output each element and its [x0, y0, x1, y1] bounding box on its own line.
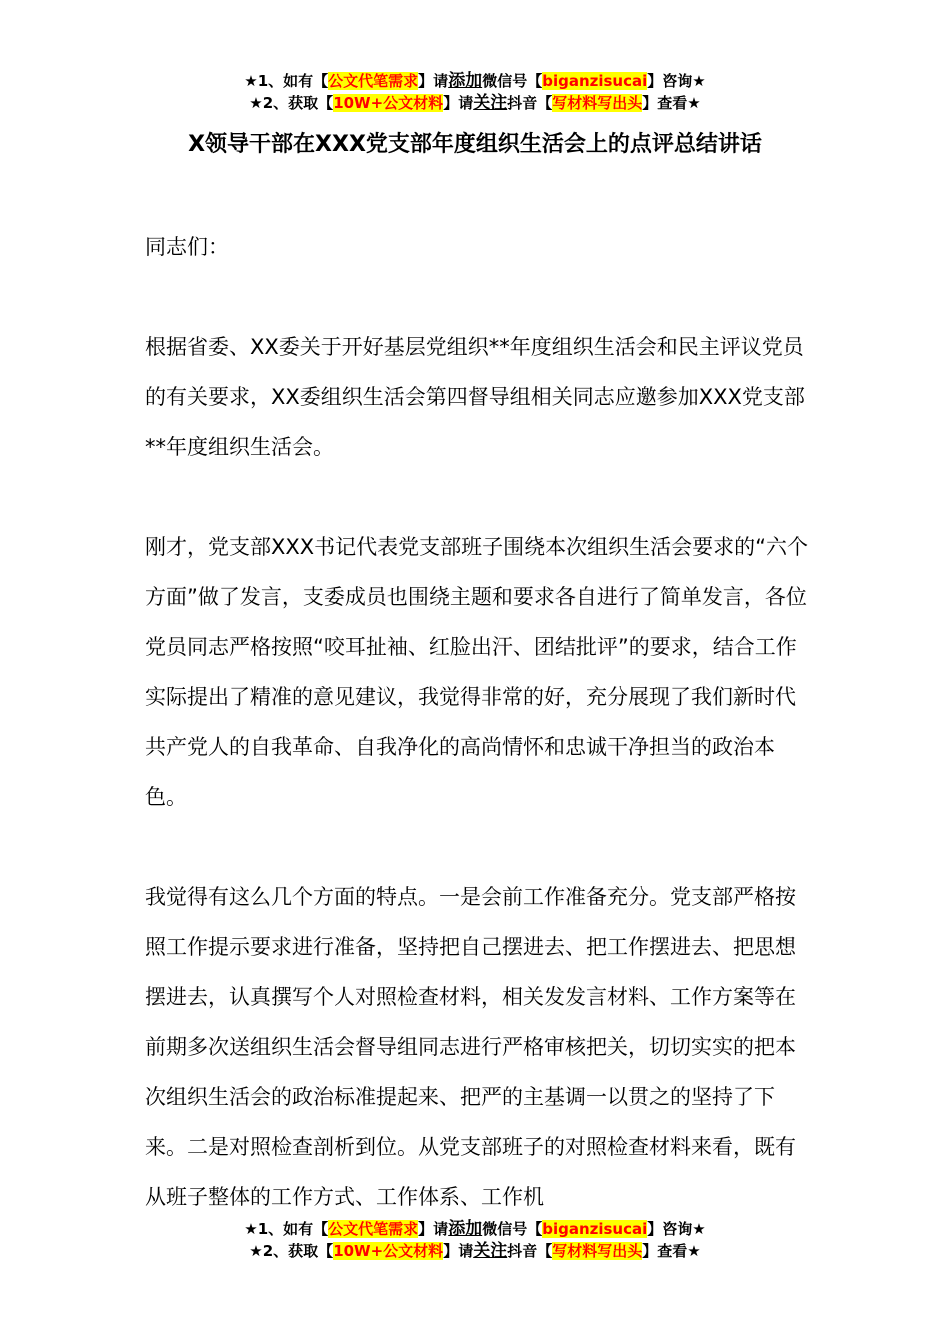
banner-line-1 [0, 70, 950, 92]
banner-text: ★2、获取【 [249, 94, 334, 112]
banner-text: 】咨询★ [647, 72, 706, 90]
document-title: X领导干部在XXX党支部年度组织生活会上的点评总结讲话 [188, 132, 762, 157]
banner-highlight: 10W+公文材料 [333, 1242, 444, 1260]
document-body [145, 222, 813, 1222]
paragraph: 根据省委、XX委关于开好基层党组织**年度组织生活会和民主评议党员的有关要求，XX委组织生活会第四督导组相关同志应邀参加XXX党支部**年度组织生活会。 [145, 335, 805, 459]
banner-highlight: 公文代笔需求 [328, 1220, 419, 1238]
banner-text: 】请 [418, 1220, 449, 1238]
banner-text: ★2、获取【 [249, 1242, 334, 1260]
banner-emphasis: 添加 [448, 71, 483, 91]
banner-highlight: 写材料写出头 [552, 94, 643, 112]
banner-text: 】请 [443, 94, 474, 112]
banner-text: 】请 [418, 72, 449, 90]
banner-text: 抖音【 [507, 94, 553, 112]
banner-highlight: 10W+公文材料 [333, 94, 444, 112]
banner-text: ★1、如有【 [244, 1220, 329, 1238]
paragraph-salutation: 同志们： [145, 235, 229, 259]
banner-text: 】咨询★ [647, 1220, 706, 1238]
banner-line-1 [0, 1218, 950, 1240]
footer-banner [0, 1218, 950, 1262]
banner-highlight: biganzisucai [542, 1220, 648, 1238]
banner-emphasis: 关注 [473, 93, 508, 113]
banner-line-2 [0, 1240, 950, 1262]
banner-text: 微信号【 [482, 1220, 543, 1238]
banner-line-2 [0, 92, 950, 114]
banner-highlight: biganzisucai [542, 72, 648, 90]
banner-emphasis: 关注 [473, 1241, 508, 1261]
banner-text: 】请 [443, 1242, 474, 1260]
banner-text: 抖音【 [507, 1242, 553, 1260]
banner-highlight: 写材料写出头 [552, 1242, 643, 1260]
paragraph: 我觉得有这么几个方面的特点。一是会前工作准备充分。党支部严格按照工作提示要求进行准备，坚持把自己摆进去、把工作摆进去、把思想摆进去，认真撰写个人对照检查材料，相关发发言材料、工作方案等在前期多次送组织生活会督导组同志进行严格审核把关，切切实实的把本次组织生活会的政治标准提起来、把严的主基调一以贯之的坚持了下来。二是对照检查剖析到位。从党支部班子的对照检查材料来看，既有从班子整体的工作方式、工作体系、工作机 [145, 885, 796, 1209]
banner-emphasis: 添加 [448, 1219, 483, 1239]
banner-text: 】查看★ [642, 1242, 701, 1260]
header-banner [0, 70, 950, 114]
banner-text: 微信号【 [482, 72, 543, 90]
banner-text: ★1、如有【 [244, 72, 329, 90]
banner-highlight: 公文代笔需求 [328, 72, 419, 90]
paragraph: 刚才，党支部XXX书记代表党支部班子围绕本次组织生活会要求的“六个方面”做了发言，支委成员也围绕主题和要求各自进行了简单发言，各位党员同志严格按照“咬耳扯袖、红脸出汗、团结批评”的要求，结合工作实际提出了精准的意见建议，我觉得非常的好，充分展现了我们新时代共产党人的自我革命、自我净化的高尚情怀和忠诚干净担当的政治本色。 [145, 535, 809, 809]
banner-text: 】查看★ [642, 94, 701, 112]
